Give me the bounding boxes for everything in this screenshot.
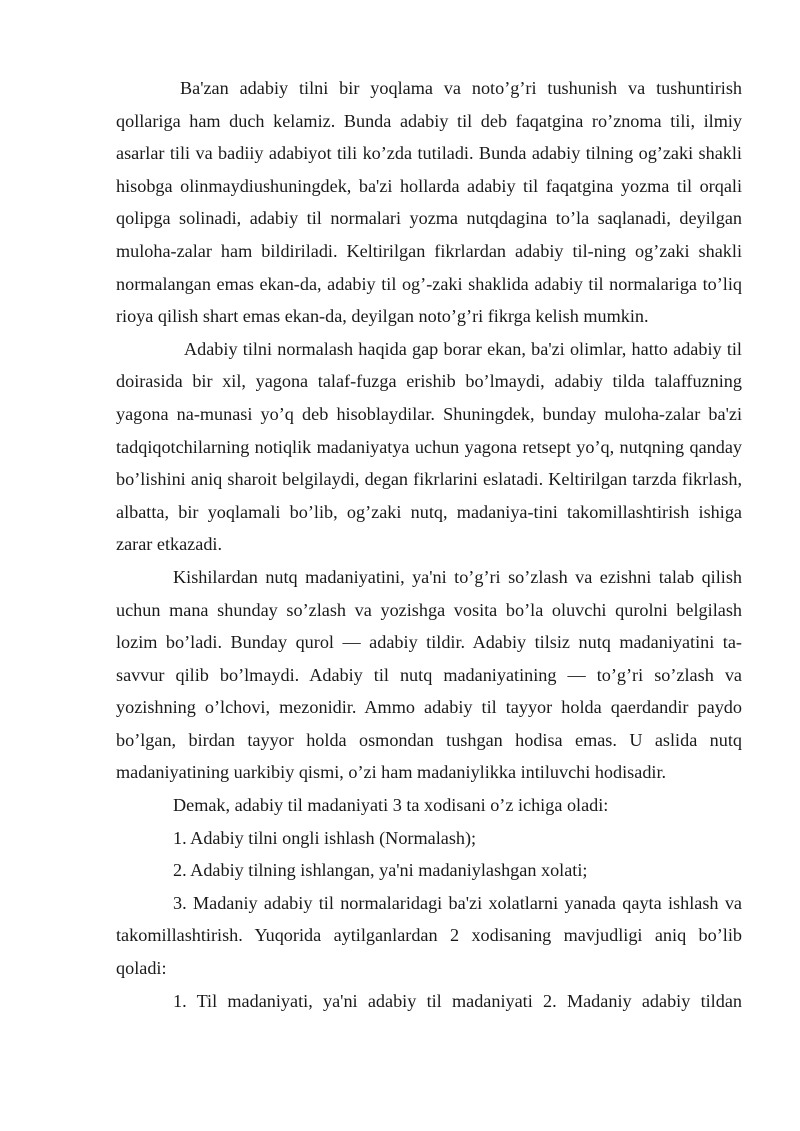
paragraph-2: Adabiy tilni normalash haqida gap borar ekan, ba'zi olimlar, hatto adabiy til doirasida bir xil, yagona talaf-fuzga erishib bo’lmaydi, adabiy tilda talaffuzning yagona na-munasi yo’q deb hisoblaydilar. Shuningdek, bunday muloha-zalar ba'zi tadqiqotchilarning notiqlik madaniyatya uchun yagona retsept yo’q, nutqning qanday bo’lishini aniq sharoit belgilaydi, degan fikrlarini eslatadi. Keltirilgan tarzda fikrlash, albatta, bir yoqlamali bo’lib, og’zaki nutq, madaniya-tini takomillashtirish ishiga zarar etkazadi. <box>116 338 742 555</box>
paragraph-3: Kishilardan nutq madaniyatini, ya'ni to’g’ri so’zlash va ezishni talab qilish uchun mana shunday so’zlash va yozishga vosita bo’la oluvchi qurolni belgilash lozim bo’ladi. Bunday qurol — adabiy tildir. Adabiy tilsiz nutq madaniyatini ta-savvur qilib bo’lmaydi. Adabiy til nutq madaniyatining — to’g’ri so’zlash va yozishning o’lchovi, mezonidir. Ammo adabiy til tayyor holda qaerdandir paydo bo’lgan, birdan tayyor holda osmondan tushgan hodisa emas. U aslida nutq madaniyatining uarkibiy qismi, o’zi ham madaniylikka intiluvchi hodisadir. <box>116 566 742 783</box>
list-item-1: 1. Adabiy tilni ongli ishlash (Normalash); <box>173 827 477 848</box>
document-page <box>116 72 742 1017</box>
paragraph-1: Ba'zan adabiy tilni bir yoqlama va noto’g’ri tushunish va tushuntirish qollariga ham duch kelamiz. Bunda adabiy til deb faqatgina ro’znoma tili, ilmiy asarlar tili va badiiy adabiyot tili ko’zda tutiladi. Bunda adabiy tilning og’zaki shakli hisobga olinmaydiushuningdek, ba'zi hollarda adabiy til faqatgina yozma til orqali qolipga solinadi, adabiy til normalari yozma nutqdagina to’la saqlanadi, deyilgan muloha-zalar ham bildiriladi. Keltirilgan fikrlardan adabiy til-ning og’zaki shakli normalangan emas ekan-da, adabiy til og’-zaki shaklida adabiy til normalariga to’liq rioya qilish shart emas ekan-da, deyilgan noto’g’ri fikrga kelish mumkin. <box>116 78 742 327</box>
list-item-3-paragraph: 3. Madaniy adabiy til normalaridagi ba'zi xolatlarni yanada qayta ishlash va takomillashtirish. Yuqorida aytilganlardan 2 xodisaning mavjudligi aniq bo’lib qoladi: <box>116 892 742 979</box>
list-item-2: 2. Adabiy tilning ishlangan, ya'ni madaniylashgan xolati; <box>173 860 588 881</box>
paragraph-4: Demak, adabiy til madaniyati 3 ta xodisani o’z ichiga oladi: <box>173 795 609 816</box>
last-line: 1. Til madaniyati, ya'ni adabiy til madaniyati 2. Madaniy adabiy tildan <box>173 990 742 1011</box>
